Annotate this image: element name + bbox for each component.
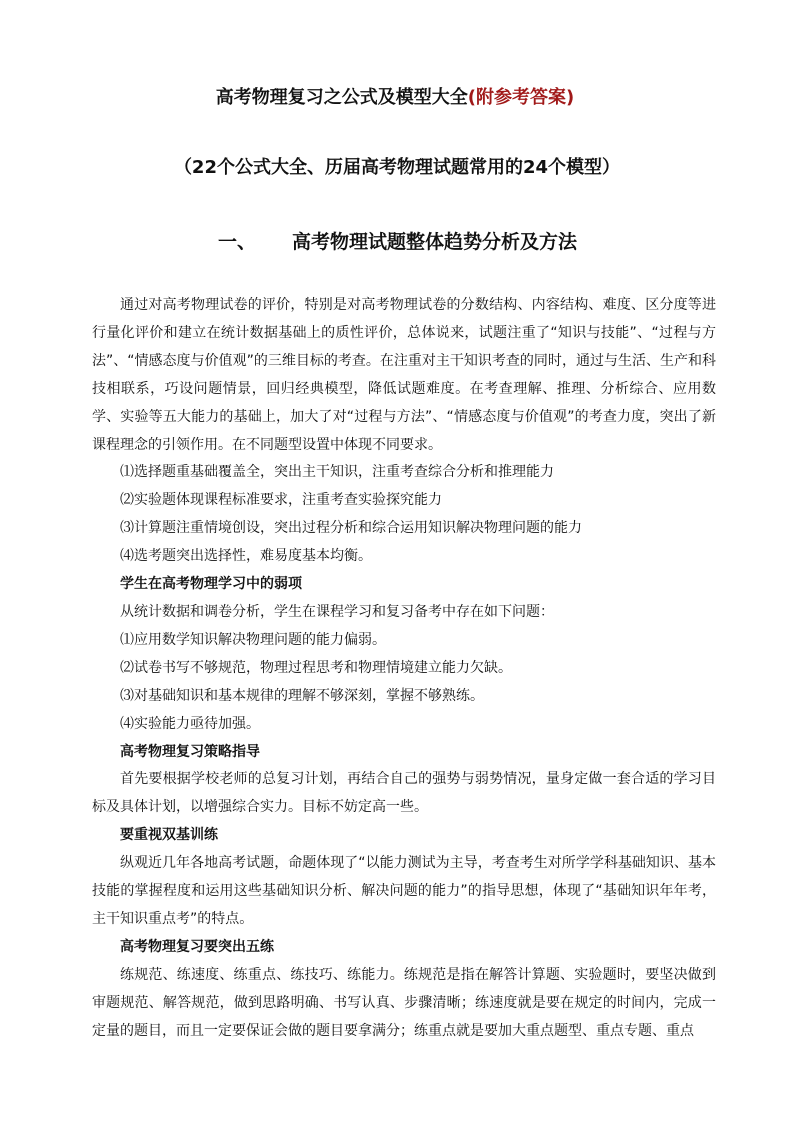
document-subtitle: （22个公式大全、历届高考物理试题常用的24个模型） (173, 157, 621, 178)
weak-item-1: ⑴应用数学知识解决物理问题的能力偏弱。 (120, 631, 386, 648)
intro-item-3: ⑶计算题注重情境创设，突出过程分析和综合运用知识解决物理问题的能力 (120, 520, 582, 537)
title-main: 高考物理复习之公式及模型大全 (215, 87, 468, 108)
weak-item-3: ⑶对基础知识和基本规律的理解不够深刻，掌握不够熟练。 (120, 687, 484, 704)
strategy-paragraph: 首先要根据学校老师的总复习计划，再结合自己的强势与弱势情况，量身定做一套合适的学习目标及具体计划，以增强综合实力。目标不妨定高一些。 (92, 771, 716, 816)
section-number: 一、 (218, 231, 257, 253)
basics-heading: 要重视双基训练 (120, 827, 218, 844)
intro-item-4: ⑷选考题突出选择性，难易度基本均衡。 (120, 548, 372, 565)
weak-item-2: ⑵试卷书写不够规范，物理过程思考和物理情境建立能力欠缺。 (120, 659, 512, 676)
five-practices-paragraph: 练规范、练速度、练重点、练技巧、练能力。练规范是指在解答计算题、实验题时，要坚决做到审题规范、解答规范，做到思路明确、书写认真、步骤清晰；练速度就是要在规定的时间内，完成一定量的题目，而且一定要保证会做的题目要拿满分；练重点就是要加大重点题型、重点专题、重点 (92, 966, 716, 1039)
weak-item-4: ⑷实验能力亟待加强。 (120, 715, 260, 732)
intro-item-2: ⑵实验题体现课程标准要求，注重考查实验探究能力 (120, 492, 442, 509)
strategy-heading: 高考物理复习策略指导 (120, 743, 260, 760)
basics-paragraph: 纵观近几年各地高考试题，命题体现了“以能力测试为主导，考查考生对所学学科基础知识、基本技能的掌握程度和运用这些基础知识分析、解决问题的能力”的指导思想，体现了“基础知识年年考，主干知识重点考”的特点。 (92, 855, 716, 927)
title-accent: (附参考答案) (467, 87, 575, 108)
weak-points-intro: 从统计数据和调卷分析，学生在课程学习和复习备考中存在如下问题： (120, 603, 554, 620)
section-title: 高考物理试题整体趋势分析及方法 (292, 231, 578, 253)
intro-item-1: ⑴选择题重基础覆盖全，突出主干知识，注重考查综合分析和推理能力 (120, 464, 554, 481)
five-practices-heading: 高考物理复习要突出五练 (120, 938, 274, 955)
weak-points-heading: 学生在高考物理学习中的弱项 (120, 576, 302, 593)
section-heading (218, 229, 577, 255)
intro-paragraph: 通过对高考物理试卷的评价，特别是对高考物理试卷的分数结构、内容结构、难度、区分度等进行量化评价和建立在统计数据基础上的质性评价，总体说来，试题注重了“知识与技能”、“过程与方法”、“情感态度与价值观”的三维目标的考查。在注重对主干知识考查的同时，通过与生活、生产和科技相联系，巧设问题情景，回归经典模型，降低试题难度。在考查理解、推理、分析综合、应用数学、实验等五大能力的基础上，加大了对“过程与方法”、“情感态度与价值观”的考查力度，突出了新课程理念的引领作用。在不同题型设置中体现不同要求。 (92, 297, 716, 453)
body-text (92, 292, 716, 1045)
document-title (0, 86, 792, 110)
